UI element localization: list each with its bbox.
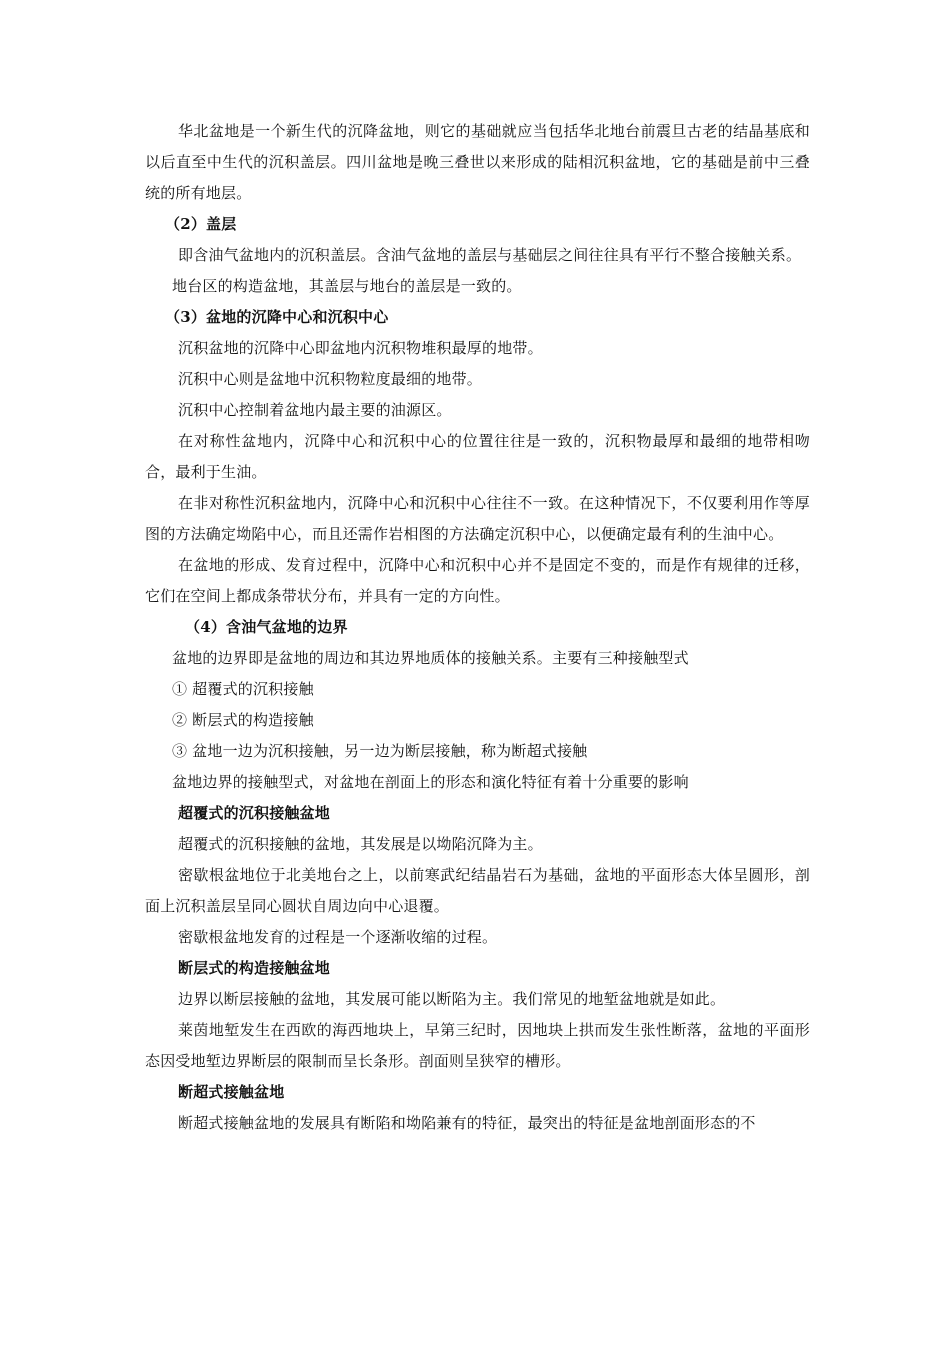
paragraph-overlap-basin: 超覆式的沉积接触的盆地，其发展是以坳陷沉降为主。 <box>178 835 543 853</box>
document-body <box>145 116 810 1139</box>
paragraph-center-migration: 在盆地的形成、发育过程中，沉降中心和沉积中心并不是固定不变的，而是作有规律的迁移，它们在空间上都成条带状分布，并具有一定的方向性。 <box>145 556 810 605</box>
heading-fault-basin: 断层式的构造接触盆地 <box>178 959 331 977</box>
paragraph-symmetric-basin: 在对称性盆地内，沉降中心和沉积中心的位置往往是一致的，沉积物最厚和最细的地带相吻合，最利于生油。 <box>145 432 810 481</box>
list-item-fault-overlap-contact: ③ 盆地一边为沉积接触，另一边为断层接触，称为断超式接触 <box>172 742 588 760</box>
heading-basin-boundary: （4）含油气盆地的边界 <box>185 618 348 636</box>
heading-fault-overlap-basin: 断超式接触盆地 <box>178 1083 285 1101</box>
paragraph-asymmetric-basin: 在非对称性沉积盆地内，沉降中心和沉积中心往往不一致。在这种情况下，不仅要利用作等厚图的方法确定坳陷中心，而且还需作岩相图的方法确定沉积中心，以便确定最有利的生油中心。 <box>145 494 810 543</box>
paragraph-boundary-definition: 盆地的边界即是盆地的周边和其边界地质体的接触关系。主要有三种接触型式 <box>172 649 689 667</box>
paragraph-michigan-basin: 密歇根盆地位于北美地台之上，以前寒武纪结晶岩石为基础，盆地的平面形态大体呈圆形，剖面上沉积盖层呈同心圆状自周边向中心退覆。 <box>145 866 810 915</box>
heading-subsidence-center: （3）盆地的沉降中心和沉积中心 <box>165 308 389 326</box>
paragraph-cap-rock-definition: 即含油气盆地内的沉积盖层。含油气盆地的盖层与基础层之间往往具有平行不整合接触关系。 <box>178 246 802 264</box>
heading-cap-rock: （2）盖层 <box>165 215 237 233</box>
paragraph-michigan-development: 密歇根盆地发育的过程是一个逐渐收缩的过程。 <box>178 928 498 946</box>
list-item-overlap-contact: ① 超覆式的沉积接触 <box>172 680 314 698</box>
paragraph-depositional-center: 沉积中心则是盆地中沉积物粒度最细的地带。 <box>178 370 483 388</box>
heading-overlap-basin: 超覆式的沉积接触盆地 <box>178 804 331 822</box>
paragraph-fault-basin: 边界以断层接触的盆地，其发展可能以断陷为主。我们常见的地堑盆地就是如此。 <box>178 990 726 1008</box>
paragraph-rhine-graben: 莱茵地堑发生在西欧的海西地块上，早第三纪时，因地块上拱而发生张性断落，盆地的平面形态因受地堑边界断层的限制而呈长条形。剖面则呈狭窄的槽形。 <box>145 1021 810 1070</box>
list-item-fault-contact: ② 断层式的构造接触 <box>172 711 314 729</box>
paragraph-oil-source: 沉积中心控制着盆地内最主要的油源区。 <box>178 401 452 419</box>
paragraph-fault-overlap-basin: 断超式接触盆地的发展具有断陷和坳陷兼有的特征，最突出的特征是盆地剖面形态的不 <box>178 1114 756 1132</box>
paragraph-north-china-basin: 华北盆地是一个新生代的沉降盆地，则它的基础就应当包括华北地台前震旦古老的结晶基底和以后直至中生代的沉积盖层。四川盆地是晚三叠世以来形成的陆相沉积盆地，它的基础是前中三叠统的所有地层。 <box>145 122 810 202</box>
paragraph-subsidence-center: 沉积盆地的沉降中心即盆地内沉积物堆积最厚的地带。 <box>178 339 543 357</box>
paragraph-contact-influence: 盆地边界的接触型式，对盆地在剖面上的形态和演化特征有着十分重要的影响 <box>172 773 689 791</box>
paragraph-platform-basin: 地台区的构造盆地，其盖层与地台的盖层是一致的。 <box>172 277 522 295</box>
